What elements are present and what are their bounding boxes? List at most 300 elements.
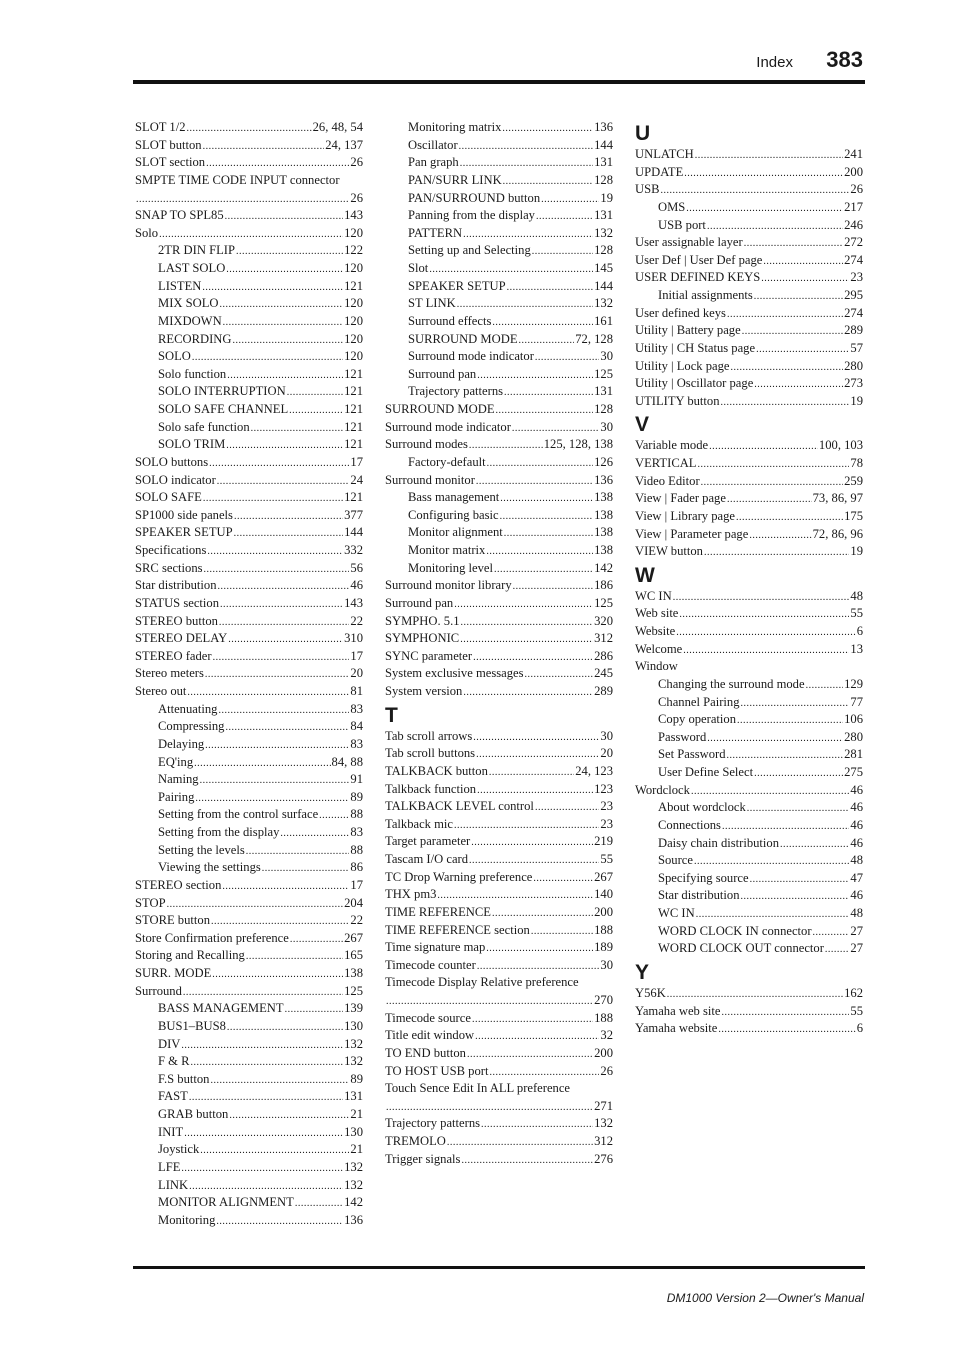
- dot-leader: [191, 1054, 344, 1072]
- entry-term: Delaying: [158, 736, 205, 751]
- dot-leader: [736, 509, 843, 527]
- entry-pages: 20: [350, 666, 363, 681]
- index-subentry: [135, 824, 363, 842]
- entry-term: Monitor alignment: [408, 525, 503, 540]
- entry-pages: 123: [594, 781, 613, 796]
- index-entry: [385, 833, 613, 851]
- dot-leader: [477, 367, 593, 385]
- entry-term: MIX SOLO: [158, 296, 219, 311]
- index-entry: [385, 436, 613, 454]
- index-subentry: [635, 905, 863, 923]
- entry-pages: 20: [600, 746, 613, 761]
- index-entry: [635, 358, 863, 376]
- index-subentry: [385, 560, 613, 578]
- index-entry: [385, 1063, 613, 1081]
- dot-leader: [454, 817, 599, 835]
- entry-term: Surround pan: [385, 595, 454, 610]
- entry-term: Factory-default: [408, 454, 486, 469]
- index-subentry: [135, 754, 363, 772]
- index-entry: [635, 473, 863, 491]
- index-subentry: [385, 542, 613, 560]
- index-subentry: [135, 806, 363, 824]
- dot-leader: [227, 1019, 343, 1037]
- index-entry: [385, 419, 613, 437]
- index-subentry: [635, 287, 863, 305]
- index-subentry: [135, 789, 363, 807]
- index-entry: [385, 957, 613, 975]
- index-entry: [385, 1098, 613, 1116]
- entry-term: SOLO SAFE CHANNEL: [158, 402, 289, 416]
- dot-leader: [211, 913, 349, 931]
- entry-pages: 188: [594, 1010, 613, 1025]
- entry-pages: 246: [844, 217, 863, 232]
- dot-leader: [749, 527, 811, 545]
- entry-pages: 140: [594, 887, 613, 902]
- index-entry: [135, 225, 363, 243]
- entry-term: System exclusive messages: [385, 666, 524, 681]
- entry-pages: 77: [850, 694, 863, 709]
- index-subentry: [135, 1000, 363, 1018]
- index-column-3: [635, 119, 863, 1038]
- index-entry: [385, 648, 613, 666]
- index-entry: [385, 798, 613, 816]
- dot-leader: [704, 544, 849, 562]
- index-entry: [635, 658, 863, 676]
- dot-leader: [519, 332, 575, 350]
- entry-term: Set Password: [658, 747, 726, 762]
- entry-pages: 125: [594, 366, 613, 381]
- dot-leader: [813, 924, 850, 942]
- entry-pages: 55: [600, 852, 613, 866]
- dot-leader: [476, 746, 599, 764]
- entry-pages: 144: [594, 137, 613, 152]
- entry-term: SYMPHO. 5.1: [385, 613, 460, 628]
- index-entry: [135, 613, 363, 631]
- dot-leader: [287, 384, 343, 402]
- entry-term: SRC sections: [135, 560, 203, 575]
- dot-leader: [684, 165, 843, 183]
- entry-pages: 120: [344, 225, 363, 240]
- entry-pages: 46: [850, 835, 863, 850]
- dot-leader: [695, 147, 843, 165]
- entry-term: WORD CLOCK OUT connector: [658, 941, 824, 956]
- index-entry: [135, 595, 363, 613]
- entry-term: BUS1–BUS8: [158, 1018, 226, 1033]
- entry-pages: 217: [844, 199, 863, 214]
- index-entry: [135, 930, 363, 948]
- index-entry: [385, 401, 613, 419]
- entry-term: TIME REFERENCE: [385, 904, 491, 919]
- entry-term: TO HOST USB port: [385, 1063, 489, 1078]
- index-entry: [385, 992, 613, 1010]
- index-entry: [635, 508, 863, 526]
- dot-leader: [460, 155, 593, 173]
- entry-pages: 48: [850, 906, 863, 920]
- entry-pages: 48: [850, 853, 863, 868]
- entry-pages: 57: [850, 340, 863, 355]
- index-entry: [385, 683, 613, 701]
- entry-term: SOLO INTERRUPTION: [158, 384, 286, 399]
- dot-leader: [319, 807, 349, 825]
- entry-pages: 219: [594, 834, 613, 849]
- index-entry: [635, 375, 863, 393]
- dot-leader: [285, 1001, 344, 1019]
- index-subentry: [135, 1106, 363, 1124]
- entry-pages: 73, 86, 97: [812, 491, 863, 506]
- entry-term: Slot: [408, 261, 429, 275]
- entry-pages: 131: [594, 208, 613, 223]
- entry-pages: 84: [350, 719, 363, 734]
- entry-term: USB port: [658, 217, 706, 232]
- dot-leader: [212, 966, 343, 984]
- entry-term: MONITOR ALIGNMENT: [158, 1195, 294, 1210]
- entry-pages: 17: [350, 877, 363, 892]
- dot-leader: [225, 208, 343, 226]
- index-entry: [635, 437, 863, 455]
- entry-term: Specifications: [135, 543, 207, 557]
- entry-pages: 144: [344, 525, 363, 540]
- entry-pages: 272: [844, 235, 863, 250]
- entry-term: User assignable layer: [635, 235, 743, 250]
- index-entry: [135, 137, 363, 155]
- entry-term: Copy operation: [658, 712, 736, 727]
- index-entry: [135, 577, 363, 595]
- index-entry: [635, 623, 863, 641]
- index-entry: [635, 526, 863, 544]
- entry-term: Solo function: [158, 366, 227, 381]
- entry-term: Connections: [658, 817, 721, 832]
- entry-pages: 145: [594, 261, 613, 275]
- dot-leader: [204, 561, 350, 579]
- entry-term: View | Fader page: [635, 491, 726, 506]
- dot-leader: [541, 191, 599, 209]
- index-entry: [635, 181, 863, 199]
- entry-pages: 81: [350, 684, 363, 698]
- index-subentry: [135, 278, 363, 296]
- entry-term: Surround: [135, 983, 182, 998]
- header-rule: [133, 80, 865, 84]
- dot-leader: [661, 182, 850, 200]
- index-subentry: [385, 331, 613, 349]
- entry-pages: 138: [594, 507, 613, 522]
- dot-leader: [535, 349, 599, 367]
- index-entry: [135, 454, 363, 472]
- dot-leader: [691, 783, 849, 801]
- entry-term: Touch Sence Edit In ALL preference: [385, 1081, 571, 1096]
- dot-leader: [184, 1125, 343, 1143]
- index-subentry: [135, 701, 363, 719]
- dot-leader: [512, 420, 599, 438]
- dot-leader: [698, 456, 850, 474]
- index-subentry: [135, 1177, 363, 1195]
- index-subentry: [135, 771, 363, 789]
- dot-leader: [486, 940, 593, 958]
- entry-pages: 120: [344, 296, 363, 311]
- entry-pages: 138: [594, 490, 613, 505]
- entry-term: Surround mode indicator: [408, 349, 534, 364]
- dot-leader: [463, 684, 593, 702]
- dot-leader: [718, 1021, 855, 1039]
- entry-pages: 125: [594, 595, 613, 610]
- index-entry: [135, 190, 363, 208]
- entry-pages: 13: [850, 641, 863, 656]
- dot-leader: [189, 1089, 343, 1107]
- entry-pages: 138: [594, 543, 613, 557]
- letter-heading: U: [635, 122, 651, 145]
- entry-pages: 128: [594, 172, 613, 187]
- entry-pages: 22: [350, 613, 363, 628]
- letter-heading: V: [635, 413, 650, 437]
- entry-pages: 26: [850, 182, 863, 197]
- entry-pages: 126: [594, 454, 613, 469]
- entry-pages: 129: [844, 676, 863, 691]
- entry-term: View | Parameter page: [635, 526, 749, 541]
- entry-pages: 281: [844, 747, 863, 762]
- index-entry: [635, 455, 863, 473]
- entry-pages: 270: [594, 993, 613, 1007]
- entry-pages: 120: [344, 349, 363, 364]
- index-entry: [385, 665, 613, 683]
- entry-pages: 267: [344, 930, 363, 945]
- entry-term: LFE: [158, 1159, 181, 1174]
- index-subentry: [635, 764, 863, 782]
- index-subentry: [135, 736, 363, 754]
- index-subentry: [135, 348, 363, 366]
- entry-term: Monitoring level: [408, 560, 493, 575]
- index-entry: [635, 322, 863, 340]
- index-subentry: [135, 859, 363, 877]
- entry-pages: 131: [594, 155, 613, 170]
- entry-term: Specifying source: [658, 870, 749, 885]
- dot-leader: [159, 226, 343, 244]
- entry-term: Changing the surround mode: [658, 676, 805, 691]
- index-subentry: [635, 694, 863, 712]
- dot-leader: [232, 332, 343, 350]
- dot-leader: [696, 906, 850, 924]
- entry-term: SOLO TRIM: [158, 437, 226, 452]
- entry-pages: 30: [600, 728, 613, 743]
- entry-pages: 274: [844, 305, 863, 320]
- entry-term: UTILITY button: [635, 393, 720, 408]
- index-subentry: [135, 366, 363, 384]
- entry-pages: 259: [844, 473, 863, 488]
- dot-leader: [701, 474, 843, 492]
- index-entry: [385, 472, 613, 490]
- entry-pages: 17: [350, 454, 363, 469]
- index-subentry: [135, 436, 363, 454]
- index-entry: [385, 613, 613, 631]
- entry-term: TREMOLO: [385, 1134, 446, 1148]
- entry-term: SYMPHONIC: [385, 631, 460, 646]
- dot-leader: [754, 376, 843, 394]
- index-subentry: [135, 1018, 363, 1036]
- dot-leader: [477, 958, 600, 976]
- index-entry: [385, 1080, 613, 1098]
- index-entry: [135, 630, 363, 648]
- index-subentry: [385, 119, 613, 137]
- entry-pages: 274: [844, 252, 863, 267]
- entry-term: Surround modes: [385, 437, 468, 452]
- index-subentry: [135, 419, 363, 437]
- entry-pages: 332: [344, 543, 363, 557]
- entry-pages: 200: [594, 1045, 613, 1060]
- dot-leader: [181, 1037, 343, 1055]
- entry-term: User Def | User Def page: [635, 252, 763, 267]
- entry-pages: 280: [844, 358, 863, 373]
- index-entry: [135, 207, 363, 225]
- entry-term: Monitor matrix: [408, 543, 486, 557]
- entry-term: Video Editor: [635, 473, 700, 488]
- dot-leader: [686, 200, 843, 218]
- dot-leader: [481, 1116, 593, 1134]
- entry-pages: 144: [594, 278, 613, 293]
- dot-leader: [492, 314, 593, 332]
- dot-leader: [473, 649, 593, 667]
- entry-pages: 121: [344, 402, 363, 416]
- dot-leader: [727, 306, 843, 324]
- entry-term: WC IN: [658, 906, 695, 920]
- entry-term: Monitoring: [158, 1212, 216, 1227]
- entry-term: LAST SOLO: [158, 261, 226, 275]
- entry-pages: 19: [850, 544, 863, 559]
- dot-leader: [476, 473, 593, 491]
- dot-leader: [222, 878, 349, 896]
- entry-pages: 121: [344, 278, 363, 293]
- index-entry: [135, 683, 363, 701]
- entry-pages: 86: [350, 860, 363, 875]
- entry-pages: 271: [594, 1098, 613, 1113]
- footer-title: DM1000 Version 2—Owner's Manual: [666, 1291, 864, 1305]
- entry-pages: 161: [594, 313, 613, 328]
- entry-term: STEREO section: [135, 877, 222, 892]
- index-subentry: [635, 746, 863, 764]
- index-entry: [385, 816, 613, 834]
- index-subentry: [385, 489, 613, 507]
- entry-term: User defined keys: [635, 305, 726, 320]
- entry-pages: 30: [600, 957, 613, 972]
- entry-term: Setting the levels: [158, 842, 245, 857]
- entry-term: TALKBACK LEVEL control: [385, 799, 534, 814]
- entry-term: Web site: [635, 606, 679, 621]
- entry-pages: 289: [594, 684, 613, 698]
- entry-pages: 48: [850, 588, 863, 603]
- index-entry: [385, 595, 613, 613]
- index-subentry: [385, 524, 613, 542]
- entry-term: ST LINK: [408, 296, 456, 311]
- entry-pages: 128: [594, 402, 613, 416]
- index-entry: [635, 393, 863, 411]
- index-subentry: [135, 1053, 363, 1071]
- index-subentry: [135, 313, 363, 331]
- entry-term: Star distribution: [658, 888, 740, 903]
- index-subentry: [635, 817, 863, 835]
- dot-leader: [500, 508, 594, 526]
- dot-leader: [210, 1072, 349, 1090]
- index-entry: [135, 665, 363, 683]
- dot-leader: [386, 1099, 593, 1117]
- entry-term: Timecode Display Relative preference: [385, 975, 579, 990]
- dot-leader: [454, 596, 593, 614]
- index-entry: [135, 524, 363, 542]
- entry-pages: 128: [594, 243, 613, 258]
- dot-leader: [707, 730, 843, 748]
- index-entry: [635, 146, 863, 164]
- letter-heading: Y: [635, 960, 650, 984]
- entry-pages: 88: [350, 807, 363, 822]
- entry-pages: 138: [344, 966, 363, 980]
- index-entry: [135, 648, 363, 666]
- entry-term: MIXDOWN: [158, 313, 222, 328]
- dot-leader: [741, 888, 850, 906]
- dot-leader: [236, 243, 343, 261]
- entry-pages: 121: [344, 384, 363, 399]
- entry-term: Welcome: [635, 641, 683, 656]
- entry-term: TIME REFERENCE section: [385, 922, 530, 937]
- letter-heading: W: [635, 563, 655, 587]
- entry-term: Monitoring matrix: [408, 120, 502, 134]
- entry-pages: 26: [350, 155, 363, 170]
- entry-pages: 189: [594, 940, 613, 955]
- entry-pages: 23: [850, 270, 863, 285]
- dot-leader: [727, 491, 812, 509]
- entry-term: STOP: [135, 895, 166, 910]
- dot-leader: [750, 871, 850, 889]
- dot-leader: [218, 578, 350, 596]
- index-subentry: [135, 331, 363, 349]
- index-entry: [385, 1010, 613, 1028]
- entry-term: SLOT section: [135, 155, 206, 170]
- entry-pages: 186: [594, 578, 613, 593]
- dot-leader: [486, 543, 593, 561]
- index-subentry: [635, 870, 863, 888]
- dot-leader: [763, 253, 843, 271]
- entry-pages: 200: [844, 164, 863, 179]
- dot-leader: [507, 279, 593, 297]
- entry-pages: 106: [844, 712, 863, 727]
- page-number: 383: [826, 47, 863, 72]
- dot-leader: [217, 473, 350, 491]
- dot-leader: [500, 490, 593, 508]
- entry-pages: 275: [844, 765, 863, 779]
- entry-term: PATTERN: [408, 225, 463, 240]
- index-entry: [385, 763, 613, 781]
- dot-leader: [386, 993, 593, 1011]
- entry-term: EQ'ing: [158, 754, 194, 769]
- index-entry: [135, 472, 363, 490]
- entry-pages: 6: [856, 624, 863, 638]
- dot-leader: [213, 649, 350, 667]
- dot-leader: [206, 155, 349, 173]
- entry-pages: 89: [350, 1071, 363, 1086]
- entry-pages: 175: [844, 508, 863, 523]
- dot-leader: [492, 905, 593, 923]
- entry-pages: 312: [594, 1134, 613, 1148]
- dot-leader: [761, 270, 849, 288]
- dot-leader: [203, 490, 343, 508]
- index-subentry: [385, 225, 613, 243]
- entry-pages: 22: [350, 913, 363, 928]
- entry-pages: 32: [600, 1028, 613, 1043]
- entry-pages: 200: [594, 904, 613, 919]
- dot-leader: [477, 782, 593, 800]
- dot-leader: [460, 631, 593, 649]
- dot-leader: [429, 261, 593, 279]
- entry-term: SMPTE TIME CODE INPUT connector: [135, 172, 340, 187]
- entry-term: Variable mode: [635, 438, 709, 453]
- dot-leader: [290, 931, 343, 949]
- entry-pages: 377: [344, 507, 363, 522]
- index-subentry: [635, 887, 863, 905]
